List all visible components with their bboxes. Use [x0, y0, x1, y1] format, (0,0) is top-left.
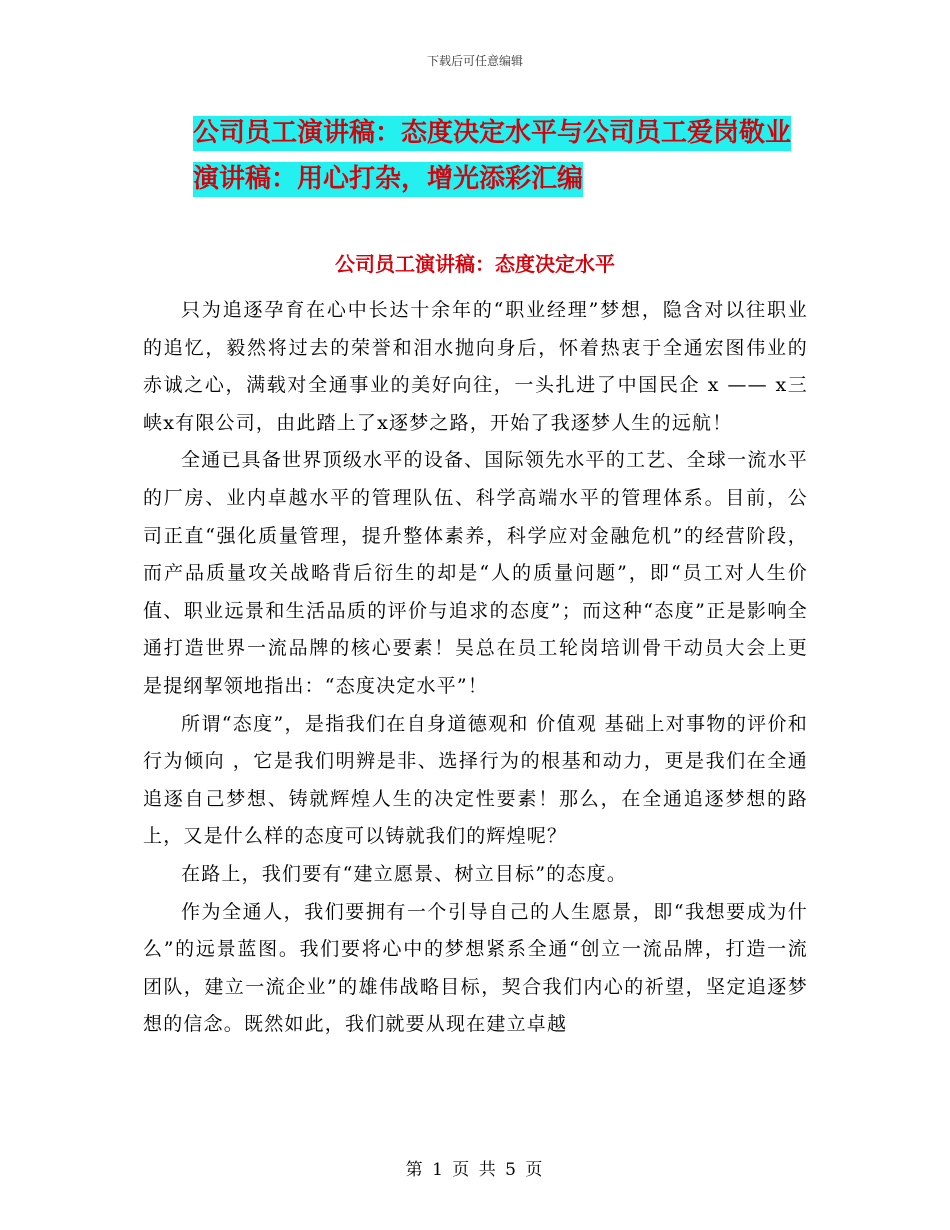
paragraph-4: 在路上，我们要有“建立愿景、树立目标”的态度。	[181, 862, 628, 885]
paragraph-5: 作为全通人，我们要拥有一个引导自己的人生愿景，即“我想要成为什么”的远景蓝图。我们要将心中的梦想紧系全通“创立一流品牌，打造一流团队，建立一流企业”的雄伟战略目标，契合我们内心的祈望，坚定追逐梦想的信念。既然如此，我们就要从现在建立卓越	[143, 900, 808, 1036]
paragraph-3: 所谓“态度”，是指我们在自身道德观和 价值观 基础上对事物的评价和 行为倾向 ，它是我们明辨是非、选择行为的根基和动力，更是我们在全通追逐自己梦想、铸就辉煌人生的决定性要素！那么，在全通追逐梦想的路上，又是什么样的态度可以铸就我们的辉煌呢？	[143, 712, 808, 848]
document-title-line-2: 演讲稿：用心打杂，增光添彩汇编	[193, 162, 583, 197]
page-header-note: 下载后可任意编辑	[426, 54, 523, 68]
paragraph-2: 全通已具备世界顶级水平的设备、国际领先水平的工艺、全球一流水平的厂房、业内卓越水平的管理队伍、科学高端水平的管理体系。目前，公司正直“强化质量管理，提升整体素养，科学应对金融危机”的经营阶段，而产品质量攻关战略背后衍生的却是“人的质量问题”，即“员工对人生价值、职业远景和生活品质的评价与追求的态度”；而这种“态度”正是影响全通打造世界一流品牌的核心要素！吴总在员工轮岗培训骨干动员大会上更是提纲挈领地指出：“态度决定水平”！	[143, 449, 808, 697]
page-number-footer: 第 1 页 共 5 页	[405, 1160, 545, 1180]
document-title	[193, 110, 813, 202]
body-text	[143, 292, 808, 1044]
section-title: 公司员工演讲稿：态度决定水平	[335, 252, 615, 276]
document-title-line-1: 公司员工演讲稿：态度决定水平与公司员工爱岗敬业	[193, 116, 791, 151]
paragraph-1: 只为追逐孕育在心中长达十余年的“职业经理”梦想，隐含对以往职业的追忆，毅然将过去的荣誉和泪水抛向身后，怀着热衷于全通宏图伟业的赤诚之心，满载对全通事业的美好向往，一头扎进了中国民企 x —— x三峡x有限公司，由此踏上了x逐梦之路，开始了我逐梦人生的远航！	[143, 299, 808, 434]
